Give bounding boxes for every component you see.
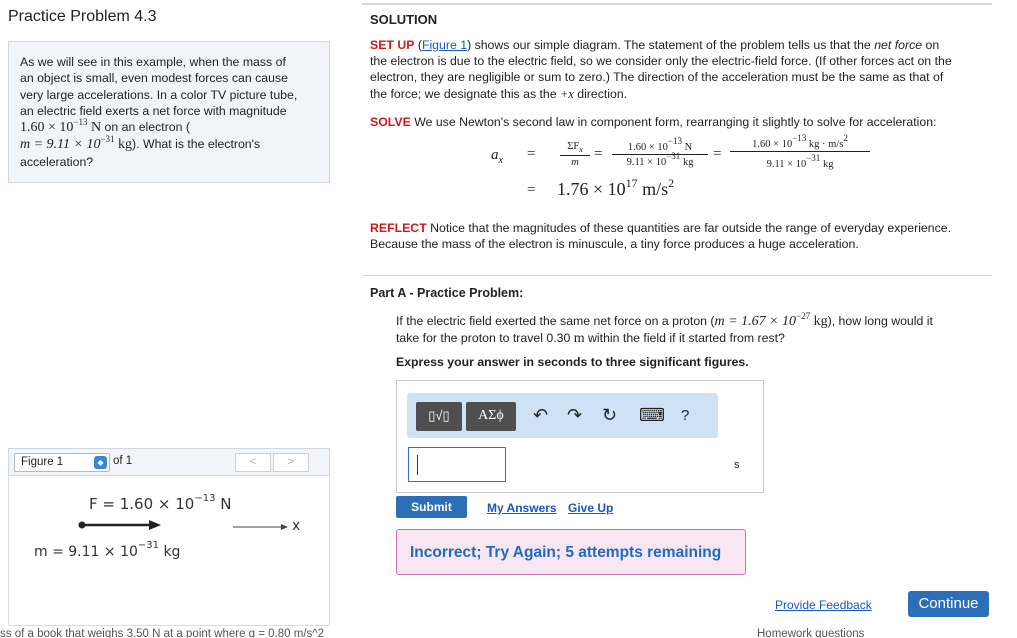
templates-button[interactable]: ▯√▯ [416, 402, 462, 431]
submit-button[interactable]: Submit [396, 496, 467, 518]
eq-sign: = [527, 182, 536, 198]
give-up-link[interactable]: Give Up [568, 501, 614, 515]
answer-input[interactable] [408, 447, 506, 482]
figure-navigation [8, 448, 330, 476]
keyboard-icon[interactable]: ⌨ [639, 405, 665, 425]
homework-questions-preview: Homework questions [757, 628, 865, 638]
mass-value: $m = 9.11 \times 10^{-31}$ kg [20, 134, 133, 153]
provide-feedback-link[interactable]: Provide Feedback [775, 598, 872, 612]
force-label: $F = 1.60 \times 10^{-13}$ N [89, 493, 232, 513]
next-figure-button[interactable]: > [273, 453, 309, 472]
figure-1-diagram [8, 476, 330, 626]
eq-result: $1.76 \times 10^{17}$ $m/s^2$ [557, 176, 675, 199]
part-title: Part A - Practice Problem: [370, 286, 524, 300]
page-title: Practice Problem 4.3 [8, 8, 157, 25]
figure-1-link[interactable]: Figure 1 [421, 38, 468, 52]
section-divider [362, 275, 992, 276]
prev-figure-button[interactable]: < [235, 453, 271, 472]
eq-lhs: $a_x$ [491, 147, 503, 166]
x-axis-head [281, 524, 288, 530]
answer-editor [396, 380, 764, 493]
intro-line: As we will see in this example, when the mass of [20, 55, 286, 69]
eq-sign: = [713, 146, 722, 162]
answer-unit: s [734, 459, 740, 471]
answer-instruction: Express your answer in seconds to three significant figures. [396, 355, 749, 369]
text-caret [417, 455, 418, 475]
intro-line: acceleration? [20, 154, 94, 169]
next-problem-preview: ss of a book that weighs 3.50 N at a point where g = 0.80 m/s^2 [0, 628, 325, 638]
intro-line: an object is small, even modest forces can cause [20, 71, 288, 86]
force-arrow-head [149, 520, 161, 530]
figure-select[interactable]: Figure 1 ◆ [14, 453, 110, 472]
question-text: If the electric field exerted the same net force on a proton ($m = 1.67 \times 10^{-27}$ kg), how long would it take for the proton to travel 0.30 m within the field if it started from rest? [396, 311, 933, 347]
eq-fraction-3: $\frac{1.60 \times 10^{-13} kg \cdot m/s^2}{9.11 \times 10^{-31} kg}$ [730, 138, 870, 170]
stepper-icon: ◆ [94, 456, 107, 469]
continue-button[interactable]: Continue [908, 591, 989, 617]
my-answers-link[interactable]: My Answers [487, 501, 557, 515]
undo-icon[interactable]: ↶ [533, 405, 549, 425]
problem-intro [8, 41, 330, 183]
reflect-paragraph: REFLECT Notice that the magnitudes of these quantities are far outside the range of everyday experience. Because the mass of the electron is minuscule, a tiny force produces a huge acceleration. [370, 221, 952, 252]
solution-heading: SOLUTION [362, 3, 992, 27]
x-axis-label: x [292, 518, 301, 534]
math-toolbar [407, 393, 718, 438]
reset-icon[interactable]: ↻ [602, 405, 618, 425]
intro-line: $1.60 \times 10^{-13}$ N on an electron ( [20, 117, 190, 136]
intro-line: $m = 9.11 \times 10^{-31}$ kg). What is the electron's [20, 134, 261, 153]
redo-icon[interactable]: ↷ [567, 405, 583, 425]
eq-sign: = [594, 146, 603, 162]
eq-sign: = [527, 146, 536, 162]
setup-paragraph: SET UP (Figure 1) shows our simple diagram. The statement of the problem tells us that the net force on the electron is due to the electric field, so we consider only the electric-field force. (If other forces act on the electron, they are negligible or sum to zero.) The direction of the acceleration must be the same as that of the force; we designate this as the +x direction. [370, 38, 952, 101]
intro-line: very large accelerations. In a color TV picture tube, [20, 87, 298, 102]
solve-paragraph: SOLVE We use Newton's second law in component form, rearranging it slightly to solve for acceleration: [370, 115, 937, 129]
help-icon[interactable]: ? [681, 407, 690, 424]
intro-line: an electric field exerts a net force with magnitude [20, 103, 287, 118]
electron-dot [79, 522, 86, 529]
force-value: $1.60 \times 10^{-13}$ N [20, 117, 102, 136]
mass-label: $m = 9.11 \times 10^{-31}$ kg [34, 540, 181, 560]
eq-fraction-1: $\Sigma F_x$ m [560, 141, 590, 168]
greek-symbols-button[interactable]: ΑΣϕ [466, 402, 516, 431]
figure-count: of 1 [113, 455, 133, 467]
feedback-message: Incorrect; Try Again; 5 attempts remaining [396, 529, 746, 575]
eq-fraction-2: $\frac{1.60 \times 10^{-13} N}{9.11 \times 10^{-31} kg}$ [612, 141, 708, 168]
